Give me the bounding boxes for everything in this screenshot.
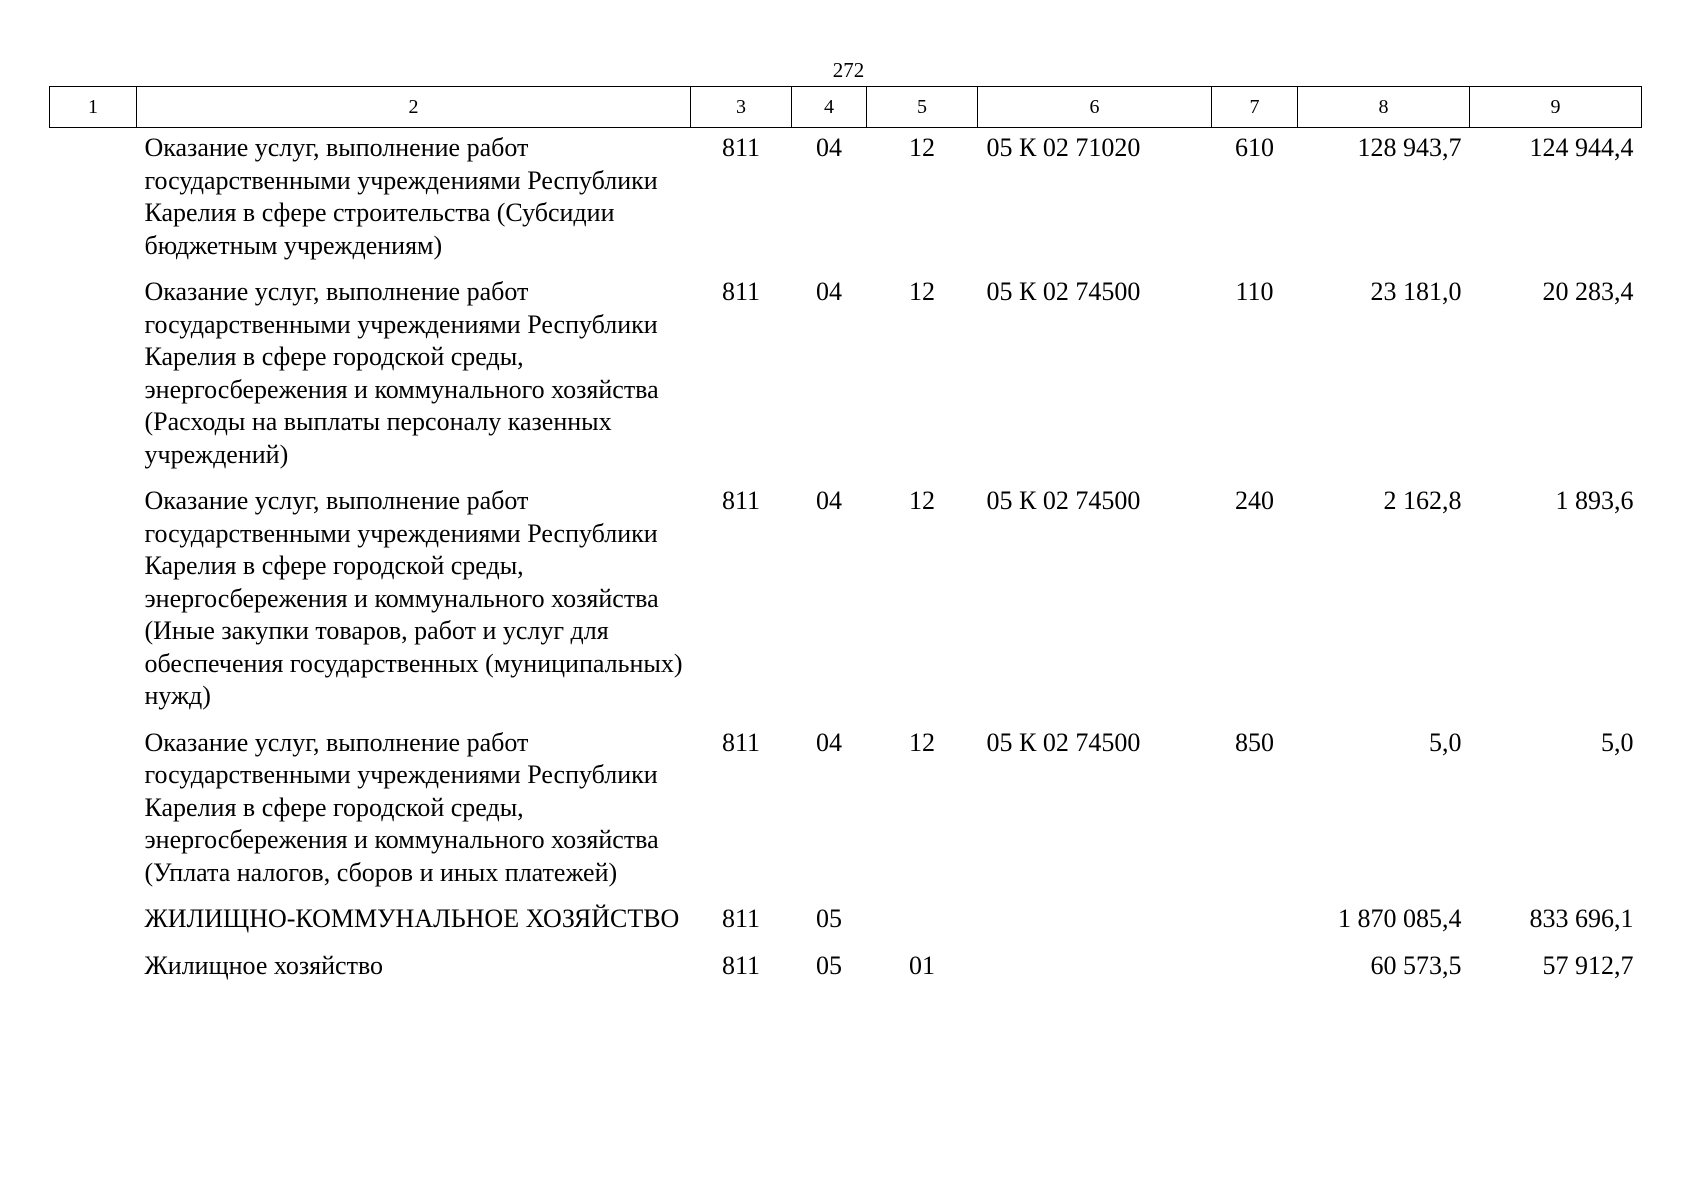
row-c4: 04 — [816, 727, 842, 757]
row-c3: 811 — [721, 277, 761, 306]
row-name: Оказание услуг, выполнение работ государственными учреждениями Республики Карелия в сфере городской среды, энергосбережения и коммунального хозяйства (Иные закупки товаров, работ и услуг для обеспечения государственных (муниципальных) нужд) — [144, 486, 683, 710]
row-index-cell — [50, 276, 137, 485]
row-name: Оказание услуг, выполнение работ государственными учреждениями Республики Карелия в сфере городской среды, энергосбережения и коммунального хозяйства (Уплата налогов, сборов и иных платежей) — [144, 727, 659, 887]
row-c4: 04 — [816, 277, 842, 306]
header-col-9: 9 — [1470, 87, 1642, 128]
row-c7 — [1212, 903, 1298, 950]
row-c8: 2 162,8 — [1383, 486, 1462, 515]
row-c3: 811 — [721, 486, 761, 515]
header-col-1: 1 — [50, 87, 137, 128]
header-col-4: 4 — [792, 87, 867, 128]
row-c8: 23 181,0 — [1370, 277, 1462, 306]
row-c8: 1 870 085,4 — [1338, 904, 1462, 933]
row-c9: 57 912,7 — [1542, 950, 1634, 980]
header-col-5: 5 — [867, 87, 978, 128]
row-c9: 5,0 — [1601, 727, 1634, 757]
row-c7 — [1212, 950, 1298, 997]
row-c5 — [867, 903, 978, 950]
row-c9: 20 283,4 — [1542, 277, 1634, 306]
table-row — [50, 276, 1642, 485]
row-c6: 05 К 02 74500 — [986, 277, 1141, 306]
row-c8: 128 943,7 — [1357, 133, 1462, 162]
header-col-7: 7 — [1212, 87, 1298, 128]
row-c5: 01 — [909, 950, 935, 980]
row-c3: 811 — [721, 727, 761, 757]
table-row — [50, 727, 1642, 904]
row-index-cell — [50, 903, 137, 950]
row-index-cell — [50, 485, 137, 727]
header-col-6: 6 — [978, 87, 1212, 128]
row-c8: 5,0 — [1429, 727, 1462, 757]
row-c7: 240 — [1235, 486, 1274, 515]
row-c7: 610 — [1235, 133, 1274, 162]
page-number: 272 — [832, 58, 865, 82]
table-row — [50, 903, 1642, 950]
row-name: Оказание услуг, выполнение работ государственными учреждениями Республики Карелия в сфере строительства (Субсидии бюджетным учреждениям) — [144, 133, 658, 260]
row-c3: 811 — [721, 904, 761, 933]
table-row — [50, 485, 1642, 727]
row-c4: 05 — [816, 950, 842, 980]
row-c7: 850 — [1235, 727, 1274, 757]
row-c4: 04 — [816, 133, 842, 162]
row-c7: 110 — [1235, 277, 1274, 306]
row-index-cell — [50, 727, 137, 904]
header-col-2: 2 — [137, 87, 691, 128]
row-c9: 1 893,6 — [1555, 486, 1634, 515]
row-c9: 124 944,4 — [1529, 133, 1634, 162]
table-row — [50, 950, 1642, 997]
row-name: Оказание услуг, выполнение работ государственными учреждениями Республики Карелия в сфере городской среды, энергосбережения и коммунального хозяйства (Расходы на выплаты персоналу казенных учреждений) — [144, 277, 659, 469]
budget-table — [49, 86, 1642, 996]
row-c6: 05 К 02 71020 — [986, 133, 1141, 162]
row-c3: 811 — [721, 950, 761, 980]
header-col-8: 8 — [1298, 87, 1470, 128]
row-c4: 04 — [816, 486, 842, 515]
row-c3: 811 — [721, 133, 761, 162]
row-c5: 12 — [909, 133, 935, 162]
row-index-cell — [50, 950, 137, 997]
row-c6: 05 К 02 74500 — [986, 486, 1141, 515]
row-c4: 05 — [816, 904, 842, 933]
row-c6: 05 К 02 74500 — [986, 727, 1141, 757]
row-c5: 12 — [909, 727, 935, 757]
row-c9: 833 696,1 — [1529, 904, 1634, 933]
table-row — [50, 128, 1642, 277]
row-name: Жилищное хозяйство — [144, 950, 384, 980]
row-c6 — [978, 903, 1212, 950]
header-row — [50, 87, 1642, 128]
row-c5: 12 — [909, 277, 935, 306]
row-index-cell — [50, 128, 137, 277]
row-c6 — [978, 950, 1212, 997]
row-name: ЖИЛИЩНО-КОММУНАЛЬНОЕ ХОЗЯЙСТВО — [144, 904, 680, 933]
row-c5: 12 — [909, 486, 935, 515]
header-col-3: 3 — [691, 87, 792, 128]
row-c8: 60 573,5 — [1370, 950, 1462, 980]
